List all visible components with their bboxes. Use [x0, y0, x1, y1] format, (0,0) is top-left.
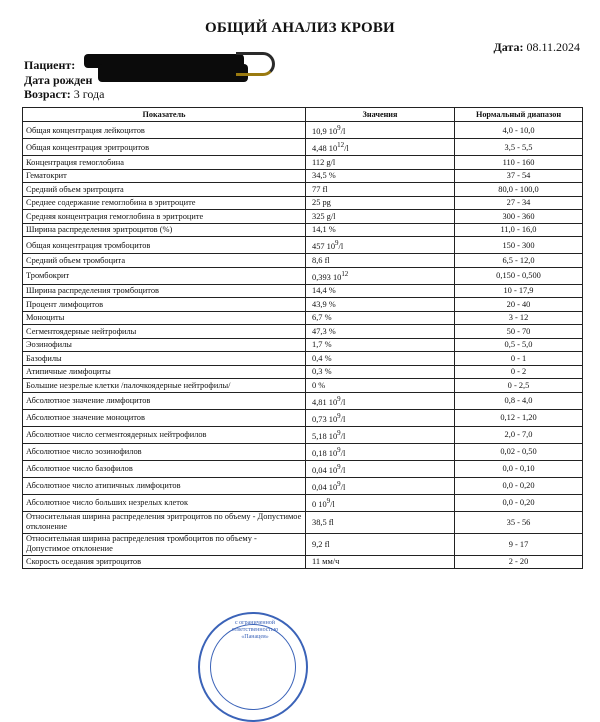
- indicator-name: Процент лимфоцитов: [23, 298, 306, 312]
- normal-range: 10 - 17,9: [455, 284, 583, 298]
- result-value-text: 11 мм/ч: [312, 557, 340, 567]
- result-value-exponent: 9: [337, 479, 341, 488]
- indicator-name: Скорость оседания эритроцитов: [23, 555, 306, 569]
- table-row: [23, 426, 583, 443]
- redaction-cord-mark: [236, 52, 275, 76]
- normal-range: 2,0 - 7,0: [455, 426, 583, 443]
- table-header-row: [23, 108, 583, 122]
- result-value-unit: /l: [338, 241, 344, 251]
- indicator-name: Базофилы: [23, 352, 306, 366]
- result-value: [306, 365, 455, 379]
- result-value-text: 0,3 %: [312, 367, 332, 377]
- table-row: [23, 267, 583, 284]
- normal-range: 3,5 - 5,5: [455, 139, 583, 156]
- table-row: [23, 338, 583, 352]
- table-row: [23, 555, 583, 569]
- result-value-unit: /l: [340, 126, 346, 136]
- indicator-name: Общая концентрация лейкоцитов: [23, 122, 306, 139]
- result-value: [306, 298, 455, 312]
- result-value: [306, 325, 455, 339]
- result-value-text: 325 g/l: [312, 211, 336, 221]
- result-value: [306, 223, 455, 237]
- indicator-name: Относительная ширина распределения эритроцитов по объему - Допустимое отклонение: [23, 511, 306, 533]
- result-value: [306, 254, 455, 268]
- result-value: [306, 122, 455, 139]
- result-value-exponent: 9: [337, 394, 341, 403]
- report-date: [493, 40, 580, 55]
- table-row: [23, 494, 583, 511]
- result-value-text: 112 g/l: [312, 157, 336, 167]
- table-row: [23, 511, 583, 533]
- result-value: [306, 443, 455, 460]
- result-value-text: 14,4 %: [312, 286, 336, 296]
- result-value: [306, 139, 455, 156]
- indicator-name: Ширина распределения тромбоцитов: [23, 284, 306, 298]
- normal-range: 50 - 70: [455, 325, 583, 339]
- clinic-stamp: [198, 612, 308, 722]
- table-row: [23, 223, 583, 237]
- result-value: [306, 409, 455, 426]
- table-row: [23, 122, 583, 139]
- age-label: Возраст:: [24, 87, 71, 101]
- indicator-name: Гематокрит: [23, 169, 306, 183]
- result-value-text: 0 %: [312, 380, 326, 390]
- result-value-exponent: 12: [341, 269, 349, 278]
- normal-range: 0,0 - 0,20: [455, 494, 583, 511]
- result-value: [306, 352, 455, 366]
- column-header-indicator: Показатель: [23, 108, 306, 122]
- result-value-text: 5,18 10: [312, 431, 338, 441]
- date-value: 08.11.2024: [526, 40, 580, 54]
- normal-range: 37 - 54: [455, 169, 583, 183]
- normal-range: 20 - 40: [455, 298, 583, 312]
- result-value-exponent: 9: [337, 445, 341, 454]
- redaction-dob: [98, 64, 248, 82]
- normal-range: 0 - 1: [455, 352, 583, 366]
- indicator-name: Большие незрелые клетки /палочкоядерные нейтрофилы/: [23, 379, 306, 393]
- indicator-name: Тромбокрит: [23, 267, 306, 284]
- normal-range: 0,5 - 5,0: [455, 338, 583, 352]
- result-value-text: 9,2 fl: [312, 539, 330, 549]
- normal-range: 0,8 - 4,0: [455, 392, 583, 409]
- table-row: [23, 254, 583, 268]
- normal-range: 0,12 - 1,20: [455, 409, 583, 426]
- normal-range: 0,02 - 0,50: [455, 443, 583, 460]
- result-value: [306, 196, 455, 210]
- normal-range: 0,0 - 0,20: [455, 477, 583, 494]
- result-value-text: 25 pg: [312, 198, 331, 208]
- indicator-name: Сегментоядерные нейтрофилы: [23, 325, 306, 339]
- result-value-text: 457 10: [312, 241, 336, 251]
- indicator-name: Среднее содержание гемоглобина в эритроците: [23, 196, 306, 210]
- indicator-name: Средний объем тромбоцита: [23, 254, 306, 268]
- result-value: [306, 511, 455, 533]
- indicator-name: Абсолютное число базофилов: [23, 460, 306, 477]
- result-value: [306, 494, 455, 511]
- result-value-text: 77 fl: [312, 184, 328, 194]
- table-body: [23, 122, 583, 569]
- table-row: [23, 352, 583, 366]
- column-header-values: Значения: [306, 108, 455, 122]
- table-row: [23, 139, 583, 156]
- normal-range: 27 - 34: [455, 196, 583, 210]
- stamp-text: с ограниченной ответственностью «Панацея»: [231, 620, 279, 640]
- result-value: [306, 237, 455, 254]
- result-value: [306, 311, 455, 325]
- result-value-unit: /l: [340, 397, 346, 407]
- result-value-unit: /l: [340, 431, 346, 441]
- result-value: [306, 267, 455, 284]
- result-value-text: 0,18 10: [312, 448, 338, 458]
- table-row: [23, 169, 583, 183]
- indicator-name: Общая концентрация эритроцитов: [23, 139, 306, 156]
- table-row: [23, 298, 583, 312]
- indicator-name: Абсолютное значение лимфоцитов: [23, 392, 306, 409]
- result-value: [306, 156, 455, 170]
- result-value-text: 4,81 10: [312, 397, 338, 407]
- indicator-name: Моноциты: [23, 311, 306, 325]
- result-value-text: 0,04 10: [312, 482, 338, 492]
- result-value-text: 0 10: [312, 499, 327, 509]
- indicator-name: Эозинофилы: [23, 338, 306, 352]
- normal-range: 150 - 300: [455, 237, 583, 254]
- normal-range: 9 - 17: [455, 533, 583, 555]
- result-value: [306, 183, 455, 197]
- result-value-text: 34,5 %: [312, 171, 336, 181]
- result-value-exponent: 12: [337, 141, 345, 150]
- indicator-name: Общая концентрация тромбоцитов: [23, 237, 306, 254]
- result-value: [306, 284, 455, 298]
- table-row: [23, 196, 583, 210]
- normal-range: 0,150 - 0,500: [455, 267, 583, 284]
- normal-range: 4,0 - 10,0: [455, 122, 583, 139]
- table-row: [23, 183, 583, 197]
- result-value: [306, 477, 455, 494]
- patient-label: Пациент:: [24, 58, 76, 72]
- result-value-unit: /l: [344, 143, 349, 153]
- dob-label: Дата рожден: [24, 72, 93, 87]
- result-value: [306, 392, 455, 409]
- normal-range: 80,0 - 100,0: [455, 183, 583, 197]
- table-row: [23, 156, 583, 170]
- result-value: [306, 426, 455, 443]
- table-row: [23, 477, 583, 494]
- result-value-text: 38,5 fl: [312, 517, 334, 527]
- result-value-unit: /l: [340, 448, 346, 458]
- table-row: [23, 460, 583, 477]
- indicator-name: Средняя концентрация гемоглобина в эритроците: [23, 210, 306, 224]
- result-value-text: 6,7 %: [312, 313, 332, 323]
- indicator-name: Атипичные лимфоциты: [23, 365, 306, 379]
- result-value-text: 1,7 %: [312, 340, 332, 350]
- result-value-unit: /l: [330, 499, 335, 509]
- normal-range: 0 - 2,5: [455, 379, 583, 393]
- table-row: [23, 392, 583, 409]
- result-value-text: 10,9 10: [312, 126, 338, 136]
- normal-range: 2 - 20: [455, 555, 583, 569]
- normal-range: 6,5 - 12,0: [455, 254, 583, 268]
- normal-range: 3 - 12: [455, 311, 583, 325]
- indicator-name: Ширина распределения эритроцитов (%): [23, 223, 306, 237]
- result-value-exponent: 9: [335, 239, 339, 248]
- indicator-name: Относительная ширина распределения тромбоцитов по объему - Допустимое отклонение: [23, 533, 306, 555]
- result-value-text: 8,6 fl: [312, 255, 330, 265]
- result-value-text: 4,48 10: [312, 143, 338, 153]
- table-row: [23, 443, 583, 460]
- indicator-name: Абсолютное число сегментоядерных нейтрофилов: [23, 426, 306, 443]
- table-row: [23, 311, 583, 325]
- result-value: [306, 338, 455, 352]
- table-row: [23, 379, 583, 393]
- result-value: [306, 379, 455, 393]
- result-value: [306, 460, 455, 477]
- indicator-name: Абсолютное число эозинофилов: [23, 443, 306, 460]
- result-value-text: 0,393 10: [312, 272, 342, 282]
- normal-range: 0,0 - 0,10: [455, 460, 583, 477]
- result-value: [306, 555, 455, 569]
- normal-range: 110 - 160: [455, 156, 583, 170]
- result-value-unit: /l: [340, 414, 346, 424]
- result-value: [306, 210, 455, 224]
- result-value-text: 0,73 10: [312, 414, 338, 424]
- result-value-text: 0,04 10: [312, 465, 338, 475]
- date-label: Дата:: [493, 40, 524, 54]
- results-table: [22, 107, 583, 569]
- result-value-exponent: 9: [337, 462, 341, 471]
- indicator-name: Концентрация гемоглобина: [23, 156, 306, 170]
- result-value: [306, 169, 455, 183]
- column-header-normal-range: Нормальный диапазон: [455, 108, 583, 122]
- result-value-exponent: 9: [337, 124, 341, 133]
- result-value-exponent: 9: [337, 428, 341, 437]
- result-value-text: 47,3 %: [312, 326, 336, 336]
- table-row: [23, 365, 583, 379]
- indicator-name: Абсолютное значение моноцитов: [23, 409, 306, 426]
- result-value-unit: /l: [340, 482, 346, 492]
- table-row: [23, 237, 583, 254]
- table-row: [23, 284, 583, 298]
- age-value: 3 года: [73, 87, 105, 101]
- indicator-name: Абсолютное число больших незрелых клеток: [23, 494, 306, 511]
- normal-range: 0 - 2: [455, 365, 583, 379]
- normal-range: 11,0 - 16,0: [455, 223, 583, 237]
- result-value-text: 43,9 %: [312, 299, 336, 309]
- document-title: ОБЩИЙ АНАЛИЗ КРОВИ: [205, 20, 395, 36]
- normal-range: 35 - 56: [455, 511, 583, 533]
- result-value-exponent: 9: [337, 411, 341, 420]
- normal-range: 300 - 360: [455, 210, 583, 224]
- result-value: [306, 533, 455, 555]
- result-value-exponent: 9: [326, 496, 331, 505]
- indicator-name: Средний объем эритроцита: [23, 183, 306, 197]
- table-row: [23, 210, 583, 224]
- result-value-text: 0,4 %: [312, 353, 332, 363]
- result-value-unit: /l: [340, 465, 346, 475]
- table-row: [23, 325, 583, 339]
- table-row: [23, 409, 583, 426]
- table-row: [23, 533, 583, 555]
- result-value-text: 14,1 %: [312, 225, 336, 235]
- indicator-name: Абсолютное число атипичных лимфоцитов: [23, 477, 306, 494]
